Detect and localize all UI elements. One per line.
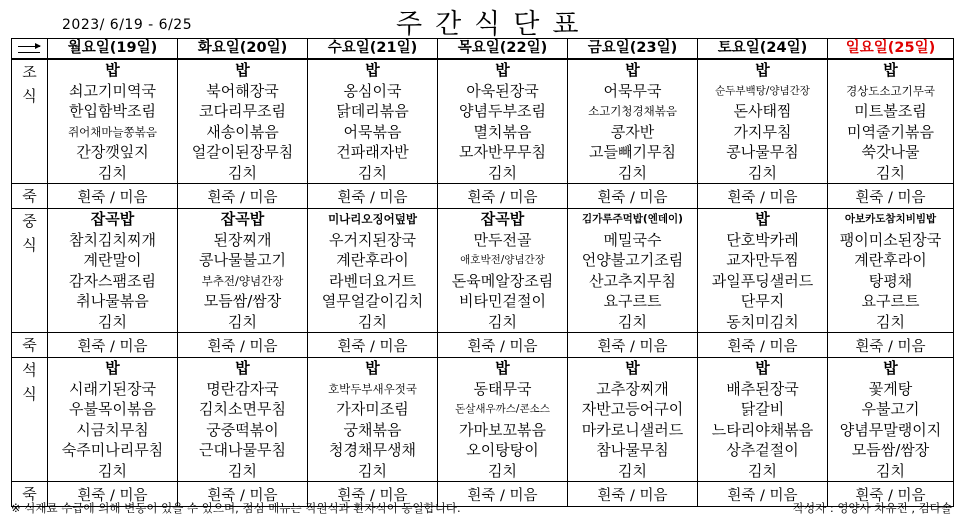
menu-item: 김치 (618, 163, 647, 182)
day-header-wed: 수요일(21일) (308, 39, 438, 60)
menu-item-list (698, 60, 827, 183)
menu-item: 경상도소고기무국 (846, 83, 935, 98)
menu-item: 김치 (618, 461, 647, 480)
porridge-cell: 흰죽 / 미음 (698, 184, 828, 209)
menu-item: 김치 (748, 163, 777, 182)
porridge-cell: 흰죽 / 미음 (568, 482, 698, 507)
lunch-sun (828, 209, 954, 333)
footnote: ※ 식재료 수급에 의해 변동이 있을 수 있으며, 점심 메뉴는 직원식과 환자식이 동일합니다. (11, 501, 461, 515)
dinner-row (12, 358, 954, 482)
porridge-cell: 흰죽 / 미음 (178, 184, 308, 209)
menu-item: 김치 (876, 312, 905, 331)
menu-item: 김치 (876, 163, 905, 182)
menu-item: 단호박카레 (726, 230, 799, 249)
menu-item: 가마보꼬볶음 (459, 420, 546, 439)
main-dish: 밥 (235, 359, 250, 377)
main-dish: 밥 (495, 359, 510, 377)
lunch-fri (568, 209, 698, 333)
porridge-cell: 흰죽 / 미음 (308, 333, 438, 358)
menu-item-list (308, 60, 437, 183)
menu-item: 어묵볶음 (343, 122, 402, 141)
menu-item: 마카로니샐러드 (581, 420, 684, 439)
menu-item: 멸치볶음 (473, 122, 532, 141)
menu-item: 쥐어채마늘쫑볶음 (68, 124, 157, 139)
menu-item: 만두전골 (473, 230, 532, 249)
menu-item-list (438, 358, 567, 481)
menu-item-list (308, 358, 437, 481)
menu-item: 김치 (358, 312, 387, 331)
breakfast-wed (308, 59, 438, 184)
main-dish: 밥 (365, 61, 380, 79)
main-dish: 밥 (883, 359, 898, 377)
lunch-sat (698, 209, 828, 333)
menu-item: 숙주미나리무침 (61, 441, 164, 459)
lunch-label: 중 식 (12, 209, 48, 333)
main-dish: 김가루주먹밥(엔데이) (582, 213, 683, 225)
menu-item: 팽이미소된장국 (839, 230, 942, 249)
porridge-label: 죽 (12, 333, 48, 358)
menu-item: 근대나물무침 (199, 441, 286, 459)
menu-item: 쇠고기미역국 (69, 81, 156, 100)
menu-item: 북어해장국 (206, 81, 279, 100)
porridge-cell: 흰죽 / 미음 (178, 333, 308, 358)
main-dish: 밥 (625, 359, 640, 377)
menu-item: 과일푸딩샐러드 (711, 271, 814, 290)
main-dish: 밥 (625, 61, 640, 79)
main-dish: 아보카도참치비빔밥 (844, 213, 937, 225)
breakfast-sun (828, 59, 954, 184)
dinner-mon (48, 358, 178, 482)
weekly-menu-table (11, 38, 954, 507)
lunch-thu (438, 209, 568, 333)
menu-item: 배추된장국 (726, 379, 799, 398)
day-header-sun: 일요일(25일) (828, 39, 954, 60)
menu-item: 요구르트 (861, 292, 920, 310)
menu-item: 아욱된장국 (466, 81, 539, 100)
menu-item: 김치 (228, 312, 257, 331)
porridge-cell: 흰죽 / 미음 (178, 482, 308, 507)
menu-item: 애호박전/양념간장 (460, 254, 545, 266)
menu-item: 산고추지무침 (589, 271, 676, 290)
menu-item: 김치 (98, 312, 127, 331)
menu-item: 김치 (98, 163, 127, 182)
breakfast-label: 조 식 (12, 59, 48, 184)
menu-item: 고추장찌개 (596, 379, 669, 398)
menu-item: 부추전/양념간장 (201, 273, 284, 288)
menu-item: 자반고등어구이 (581, 400, 684, 418)
menu-item: 시래기된장국 (69, 379, 156, 398)
menu-item: 돈사태찜 (733, 102, 792, 120)
main-dish: 잡곡밥 (90, 210, 135, 228)
menu-item: 비타민겉절이 (459, 292, 546, 310)
menu-item: 김치 (748, 461, 777, 480)
menu-item-list (48, 358, 177, 481)
divider-line (18, 52, 40, 53)
menu-item-list (438, 60, 567, 183)
menu-item: 미역줄기볶음 (847, 122, 934, 141)
menu-item: 소고기청경채볶음 (588, 104, 677, 118)
dinner-label: 석 식 (12, 358, 48, 482)
menu-item: 계란말이 (83, 251, 142, 269)
menu-item-list (698, 209, 827, 332)
menu-item-list (178, 60, 307, 183)
menu-item-list (568, 209, 697, 332)
porridge-cell: 흰죽 / 미음 (438, 333, 568, 358)
menu-item: 궁채볶음 (343, 420, 402, 439)
dinner-sun (828, 358, 954, 482)
menu-item: 김치 (98, 461, 127, 480)
porridge-cell: 흰죽 / 미음 (698, 333, 828, 358)
lunch-row (12, 209, 954, 333)
dinner-tue (178, 358, 308, 482)
menu-item: 느타리야채볶음 (711, 420, 814, 439)
menu-item-list (308, 209, 437, 332)
porridge-cell: 흰죽 / 미음 (438, 482, 568, 507)
menu-item: 한입함박조림 (69, 102, 156, 120)
menu-item: 콩자반 (610, 122, 655, 141)
menu-item: 우불고기 (861, 400, 920, 418)
menu-item: 김치 (876, 461, 905, 480)
arrow-icon (18, 46, 40, 47)
menu-item-list (178, 209, 307, 332)
day-header-thu: 목요일(22일) (438, 39, 568, 60)
dinner-thu (438, 358, 568, 482)
menu-item: 모듬쌈/쌈장 (851, 441, 930, 459)
day-header-tue: 화요일(20일) (178, 39, 308, 60)
porridge-cell: 흰죽 / 미음 (568, 184, 698, 209)
menu-item: 궁중떡볶이 (206, 420, 279, 439)
menu-item-list (698, 358, 827, 481)
menu-item: 코다리무조림 (199, 102, 286, 120)
menu-item: 김치소면무침 (199, 400, 286, 418)
breakfast-mon (48, 59, 178, 184)
menu-item: 계란후라이 (854, 251, 927, 269)
menu-item: 단무지 (740, 292, 785, 310)
menu-item-list (828, 209, 953, 332)
menu-item: 돈살새우까스/콘소스 (455, 403, 550, 415)
menu-item: 고들빼기무침 (589, 143, 676, 161)
main-dish: 밥 (755, 210, 770, 228)
breakfast-thu (438, 59, 568, 184)
menu-item: 콩나물불고기 (199, 251, 286, 269)
menu-item: 메밀국수 (603, 230, 662, 249)
menu-item: 얼갈이된장무침 (191, 143, 294, 161)
lunch-tue (178, 209, 308, 333)
day-header-sat: 토요일(24일) (698, 39, 828, 60)
date-range: 2023/ 6/19 - 6/25 (62, 17, 193, 33)
menu-item: 간장깻잎지 (76, 143, 149, 161)
porridge-cell: 흰죽 / 미음 (48, 482, 178, 507)
menu-item-list (568, 358, 697, 481)
lunch-mon (48, 209, 178, 333)
menu-item: 미트볼조림 (854, 102, 927, 120)
porridge-cell: 흰죽 / 미음 (48, 184, 178, 209)
porridge-cell: 흰죽 / 미음 (828, 184, 954, 209)
menu-item: 모듬쌈/쌈장 (203, 292, 282, 310)
porridge-cell: 흰죽 / 미음 (828, 333, 954, 358)
author-credit: 작성자 : 영양사 차유진 , 김다솔 (792, 501, 952, 515)
menu-item: 김치 (488, 461, 517, 480)
dinner-sat (698, 358, 828, 482)
menu-item: 어묵무국 (603, 81, 662, 100)
menu-item: 닭데리볶음 (336, 102, 409, 120)
menu-item-list (48, 60, 177, 183)
porridge-cell: 흰죽 / 미음 (698, 482, 828, 507)
menu-item: 라벤더요거트 (329, 271, 416, 290)
menu-item: 동태무국 (473, 379, 532, 398)
menu-item: 김치 (618, 312, 647, 331)
main-dish: 밥 (105, 61, 120, 79)
menu-item: 옹심이국 (343, 81, 402, 100)
menu-item: 꽃게탕 (868, 379, 913, 398)
main-dish: 밥 (365, 359, 380, 377)
main-dish: 잡곡밥 (480, 210, 525, 228)
day-header-fri: 금요일(23일) (568, 39, 698, 60)
menu-item: 닭갈비 (740, 400, 785, 418)
menu-item: 호박두부새우젓국 (328, 381, 417, 396)
breakfast-row (12, 59, 954, 184)
main-dish: 밥 (495, 61, 510, 79)
menu-item: 언양불고기조림 (581, 251, 684, 269)
menu-item: 가자미조림 (336, 400, 409, 418)
menu-item-list (438, 209, 567, 332)
menu-item: 돈육메알장조림 (451, 271, 554, 290)
menu-item: 모자반무무침 (459, 143, 546, 161)
menu-item: 김치 (228, 163, 257, 182)
menu-item: 열무얼갈이김치 (321, 292, 424, 310)
main-dish: 미나리오징어덮밥 (328, 212, 417, 226)
menu-item-list (828, 60, 953, 183)
menu-item-list (178, 358, 307, 481)
menu-item: 건파래자반 (336, 143, 409, 161)
menu-item: 교자만두찜 (726, 251, 799, 269)
menu-item: 새송이볶음 (206, 122, 279, 141)
menu-item-list (828, 358, 953, 481)
main-dish: 밥 (755, 61, 770, 79)
menu-item: 김치 (488, 312, 517, 331)
dinner-wed (308, 358, 438, 482)
main-dish: 잡곡밥 (220, 210, 265, 228)
menu-item: 참나물무침 (596, 441, 669, 459)
breakfast-tue (178, 59, 308, 184)
menu-item-list (48, 209, 177, 332)
menu-item: 요구르트 (603, 292, 662, 310)
menu-item: 양념두부조림 (459, 102, 546, 120)
menu-item: 김치 (358, 461, 387, 480)
menu-item: 우거지된장국 (329, 230, 416, 249)
breakfast-sat (698, 59, 828, 184)
menu-item: 오이탕탕이 (466, 441, 539, 459)
porridge-label: 죽 (12, 184, 48, 209)
porridge-cell: 흰죽 / 미음 (308, 482, 438, 507)
porridge-label: 죽 (12, 482, 48, 507)
menu-item: 된장찌개 (213, 230, 272, 249)
menu-item: 계란후라이 (336, 251, 409, 269)
menu-item: 순두부백탕/양념간장 (715, 84, 810, 97)
menu-item: 쑥갓나물 (861, 143, 920, 161)
menu-item: 취나물볶음 (76, 292, 149, 310)
breakfast-fri (568, 59, 698, 184)
porridge-cell: 흰죽 / 미음 (48, 333, 178, 358)
main-dish: 밥 (883, 61, 898, 79)
porridge-cell: 흰죽 / 미음 (438, 184, 568, 209)
porridge-row-lunch (12, 333, 954, 358)
menu-item: 탕평채 (868, 271, 913, 290)
menu-item: 우불목이볶음 (69, 400, 156, 418)
menu-item: 콩나물무침 (726, 143, 799, 161)
porridge-cell: 흰죽 / 미음 (308, 184, 438, 209)
day-header-mon: 월요일(19일) (48, 39, 178, 60)
dinner-fri (568, 358, 698, 482)
main-dish: 밥 (755, 359, 770, 377)
porridge-cell: 흰죽 / 미음 (568, 333, 698, 358)
corner-cell (12, 39, 48, 60)
menu-item: 동치미김치 (726, 312, 799, 331)
main-dish: 밥 (235, 61, 250, 79)
menu-item-list (568, 60, 697, 183)
menu-item: 청경채무생채 (329, 441, 416, 459)
page-title: 주간식단표 (396, 9, 592, 40)
menu-item: 가지무침 (733, 122, 792, 141)
menu-item: 양념무말랭이지 (839, 420, 942, 439)
menu-item: 김치 (488, 163, 517, 182)
lunch-wed (308, 209, 438, 333)
menu-item: 상추겉절이 (726, 441, 799, 459)
porridge-cell: 흰죽 / 미음 (828, 482, 954, 507)
main-dish: 밥 (105, 359, 120, 377)
porridge-row-breakfast (12, 184, 954, 209)
menu-item: 김치 (228, 461, 257, 480)
menu-item: 시금치무침 (76, 420, 149, 439)
menu-item: 참치김치찌개 (69, 230, 156, 249)
menu-item: 감자스팸조림 (69, 271, 156, 290)
menu-item: 명란감자국 (206, 379, 279, 398)
menu-item: 김치 (358, 163, 387, 182)
day-header-row (12, 39, 954, 60)
